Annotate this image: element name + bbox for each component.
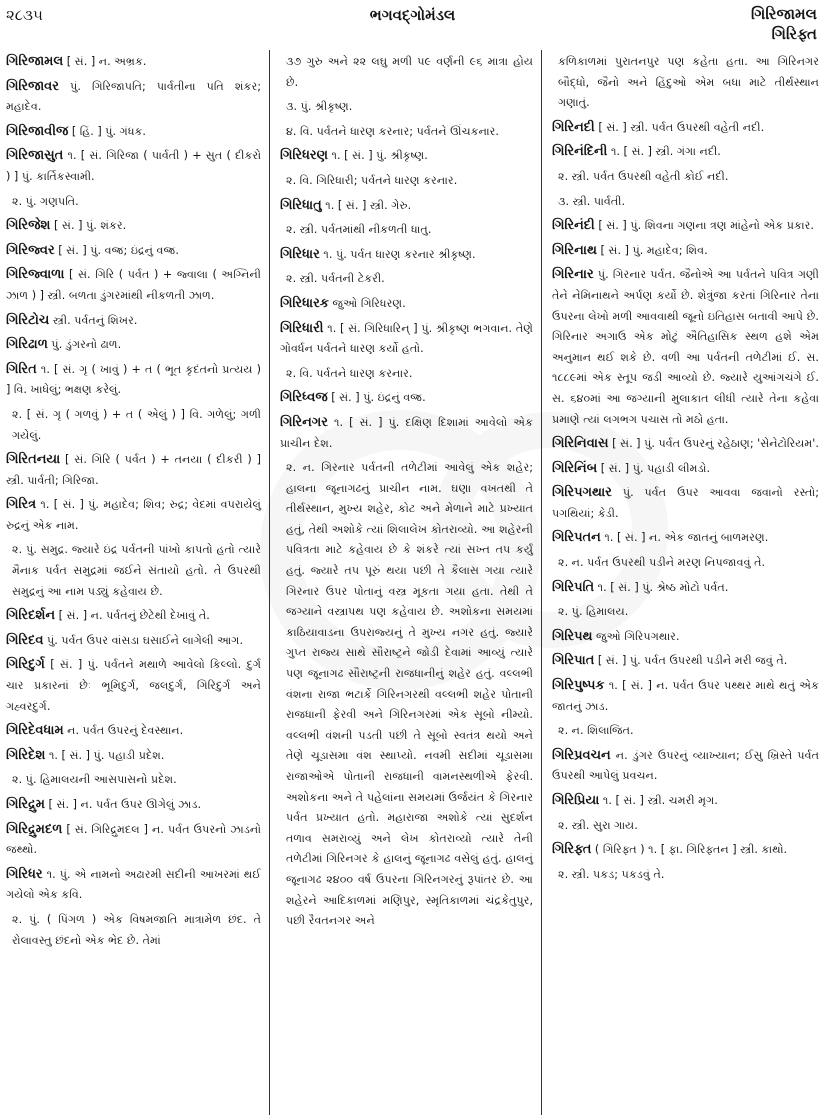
definition-text: ૧. [ સં. ] પું. શ્રીકૃષ્ણ. <box>327 149 428 163</box>
definition-text: ૧. પું. પર્વત ધારણ કરનાર શ્રીકૃષ્ણ. <box>319 247 476 261</box>
dictionary-entry <box>280 319 533 360</box>
headword: ગિરિધાતુ <box>280 197 322 213</box>
dictionary-entry <box>6 746 261 767</box>
dictionary-entry <box>280 196 533 217</box>
dictionary-entry <box>6 77 261 118</box>
headword: ગિરિજ્વાળા <box>6 267 65 283</box>
headword: ગિરિતનયા <box>6 452 61 468</box>
definition-text: [ સં. ] સ્ત્રી. પર્વત ઉપરથી વહેતી નદી. <box>594 120 765 134</box>
headword: ગિરિદર્શન <box>6 608 56 624</box>
dictionary-columns <box>0 50 825 1115</box>
entry-sense <box>552 816 819 837</box>
definition-text: ૧. [ સં. ] સ્ત્રી. ગેરુ. <box>321 198 412 212</box>
dictionary-entry <box>280 245 533 266</box>
definition-text: ૧. [ સં. ] પું. પહાડી પ્રદેશ. <box>45 748 165 762</box>
definition-text: ન. ડુંગર ઉપરનું વ્યાખ્યાન; ઈસુ ખ્રિસ્તે પર્વત ઉપરથી આપેલું પ્રવચન. <box>552 748 819 783</box>
headword: ગિરિનગર <box>280 414 328 430</box>
entry-sense <box>280 97 533 118</box>
definition-text: ૧. [ સં. ] પું. દક્ષિણ દિશામાં આવેલો એક પ્રાચીન દેશ. <box>280 415 533 450</box>
dictionary-entry <box>6 495 261 536</box>
headword: ગિરિપ્રવચન <box>552 747 611 763</box>
headword: ગિરિનિવાસ <box>552 436 609 452</box>
dictionary-entry <box>6 721 261 742</box>
dictionary-entry <box>552 651 819 672</box>
entry-sense <box>552 865 819 886</box>
dictionary-entry <box>552 459 819 480</box>
definition-text: ૧. [ સં. ] સ્ત્રી. ચમરી મૃગ. <box>599 794 718 807</box>
headword: ગિરિધરણ <box>280 148 328 164</box>
entry-sense <box>280 122 533 143</box>
dictionary-entry <box>6 450 261 491</box>
definition-text: પું. ગિરિજાપતિ; પાર્વતીના પતિ શંકર; મહાદેવ. <box>6 79 261 114</box>
entry-sense <box>280 171 533 192</box>
definition-text: ૨. પું. હિમાલયની આસપાસનો પ્રદેશ. <box>12 773 177 787</box>
definition-text: ૨. સ્ત્રી. પર્વતમાંથી નીકળતી ધાતુ. <box>286 223 432 237</box>
definition-text: ૨. પું. ગણપતિ. <box>12 194 79 208</box>
definition-text: ૧. [ સં. ગિરિજા ( પાર્વતી ) + સુત ( દીકરો ) ] પું. કાર્તિકસ્વામી. <box>6 149 261 183</box>
dictionary-entry <box>6 52 261 73</box>
entry-continuation <box>552 52 819 114</box>
definition-text: પું. પર્વત ઉપર આવવા જવાનો રસ્તો; પગથિયાં; કેડી. <box>552 486 819 520</box>
definition-text: [ સં. ] પું. શંકર. <box>50 219 127 233</box>
headword: ગિરિદ્રુમ <box>6 797 45 812</box>
dictionary-entry <box>6 335 261 356</box>
headword: ગિરિપથ <box>552 628 593 644</box>
headword: ગિરિપુષ્પક <box>552 678 605 694</box>
dictionary-entry <box>280 146 533 167</box>
definition-text: [ સં. ] પું. પર્વત ઉપરનું રહેઠાણ; 'સેનેટોરિયમ'. <box>608 437 819 451</box>
headword: ગિરિદુર્ગ <box>6 657 45 673</box>
entry-sense <box>280 364 533 385</box>
dictionary-entry <box>552 791 819 812</box>
column-1 <box>0 50 270 1115</box>
definition-text: જુઓ ગિરિપગથાર. <box>592 629 680 643</box>
definition-text: ૨. ન. ગિરનાર પર્વતની તળેટીમાં આવેલું એક શહેર; હાલના જૂનાગઢનું પ્રાચીન નામ. ઘણા વખતથી તે તીર્થસ્થાન, મુખ્ય શહેર, કોટ અને મેળાને માટે પ્રખ્યાત હતું, તેથી અશોકે ત્યાં શિલાલેખ કોતરાવ્યો. આ શહેરની પવિત્રતા માટે કહેવાય છે કે શંકરે ત્યાં સખ્ત તપ કર્યું હતું. જ્યારે તપ પૂરું થયા પછી તે કૈલાસ ગયા ત્યારે ગિરનાર ઉપર પોતાનું વસ્ત્ર મૂકતા ગયા હતા. તેથી તે જગ્યાને વસ્ત્રાપથ પણ કહેવાય છે. અશોકના સમયમાં કાઠિયાવાડના ઉપરાજ્યનું તે મુખ્ય નગર હતું. જ્યારે ગુપ્ત રાજ્ય સાથે સૌરાષ્ટ્રને જોડી દેવામાં આવ્યું ત્યારે પણ જૂનાગઢ સૌરાષ્ટ્રની રાજધાનીનું શહેર હતું. વલ્લભી વંશના રાજા ભટાર્કે ગિરિનગરથી વલ્લભી શહેર પોતાની રાજધાની ફેરવી અને ગિરિનગરમાં એક સૂબો નીમ્યો. વલ્લભી વંશની પડતી પછી તે સૂબો સ્વતંત્ર થયો અને તેણે ચૂડાસમા વંશ સ્થાપ્યો. નવમી સદીમાં ચૂડાસમા રાજાઓએ પોતાની રાજધાની વામનસ્થળીએ ફેરવી. અશોકના અને તે પહેલાંના સમયમાં ઉર્જયંત કે ગિરનાર પર્વત પ્રખ્યાત હતો. મહારાજા અશોકે ત્યાં સુદર્શન તળાવ સમરાવ્યું અને લેખ કોતરાવ્યો ત્યારે તેની તળેટીમાં ગિરિનગર કે હાલનું જૂનાગઢ વસેલું હતું. હાલનું જૂનાગઢ ૨૪૦૦ વર્ષ ઉપરના ગિરિનગરનું રૂપાંતર છે. આ શહેરને આદિકાળમાં મણિપુર, સ્મૃતિકાળમાં ચંદ્રકેતુપુર, પછી રૈવતનગર અને <box>286 461 533 928</box>
headword: ગિરિધર <box>6 866 43 882</box>
dictionary-entry <box>552 142 819 163</box>
headword: ગિરિપાત <box>552 653 595 669</box>
definition-text: [ સં. ગિરિ ( પર્વત ) + જ્વાલા ( અગ્નિની ઝાળ ) ] સ્ત્રી. બળતા ડુંગરમાંથી નીકળતી ઝાળ. <box>6 268 261 302</box>
definition-text: [ સં. ] પું. પહાડી લીમડો. <box>597 461 711 475</box>
definition-text: [ સં. ગિરિ ( પર્વત ) + તનયા ( દીકરી ) ] સ્ત્રી. પાર્વતી; ગિરિજા. <box>6 453 261 487</box>
headword: ગિરિજાસુત <box>6 148 64 164</box>
guide-word-first: ગિરિજામલ <box>751 5 817 23</box>
definition-text: ન. પર્વત ઉપરનું દેવસ્થાન. <box>63 724 184 738</box>
headword: ગિરિધારક <box>280 295 329 311</box>
headword: ગિરિજ્વર <box>6 242 55 258</box>
headword: ગિરિજાવર <box>6 78 59 94</box>
dictionary-entry <box>6 122 261 143</box>
headword: ગિરિજેશ <box>6 218 51 234</box>
definition-text: ૪. વિ. પર્વતને ધારણ કરનાર; પર્વતને ઊંચકનાર. <box>286 124 499 138</box>
definition-text: [ સં. ] પું. પર્વતને મથાળે આવેલો કિલ્લો. દુર્ગ ચાર પ્રકારનાં છેઃ ભૂમિદુર્ગ, જલદુર્ગ, ગિરિદુર્ગ અને ગહ્વરદુર્ગ. <box>6 658 261 713</box>
entry-sense <box>6 405 261 446</box>
headword: ગિરિનંદી <box>552 218 595 234</box>
definition-text: ૨. ન. શિલાજિત. <box>558 724 634 738</box>
entry-sense <box>552 602 819 623</box>
definition-text: ૨. પું. ( પિંગળ ) એક વિષમજાતિ માત્રામેળ છંદ. તે રોલાવસ્તુ છંદનો એક ભેદ છે. તેમાં <box>12 912 261 947</box>
entry-sense <box>552 167 819 188</box>
dictionary-entry <box>552 434 819 455</box>
headword: ગિરિઢાળ <box>6 337 48 353</box>
definition-text: ૨. [ સં. ગૃ ( ગળવું ) + ત ( એલું ) ] વિ. ગળેલું; ગળી ગયેલું. <box>12 407 261 442</box>
definition-text: [ સં. ] પું. ઇંદ્રનું વજ્ર. <box>327 391 426 405</box>
dictionary-entry <box>6 865 261 906</box>
headword: ગિરિદેશ <box>6 747 46 763</box>
headword: ગિરિજામલ <box>6 54 64 69</box>
headword: ગિરિજાવીજ <box>6 123 69 139</box>
guide-word-last: ગિરિફ્ત <box>771 25 817 43</box>
headword: ગિરિફ્ત <box>552 842 592 858</box>
definition-text: [ સં. ] ન. પર્વતનું છેટેથી દેખાવું તે. <box>55 609 210 623</box>
dictionary-entry <box>6 265 261 306</box>
entry-sense <box>6 192 261 213</box>
dictionary-entry <box>6 360 261 401</box>
dictionary-entry <box>552 483 819 524</box>
dictionary-entry <box>552 118 819 139</box>
definition-text: ૧. [ સં. ગૃ ( ખાવું ) + ત ( ભૂત કૃદંતનો પ્રત્યય ) ] વિ. ખાધેલું; ભક્ષણ કરેલું. <box>6 362 261 397</box>
definition-text: ૨. પું. સમુદ્ર. જ્યારે ઇંદ્ર પર્વતની પાંખો કાપતો હતો ત્યારે મૈનાક પર્વત સમુદ્રમાં જઈને સંતાયો હતો. તે ઉપરથી સમુદ્રનું આ નામ પડ્યું કહેવાય છે. <box>12 543 261 598</box>
entry-continuation <box>280 52 533 93</box>
definition-text: ૩૭ ગુરુ અને ૨૨ લઘુ મળી ૫૯ વર્ણની ૯૬ માત્રા હોય છે. <box>286 55 533 89</box>
definition-text: [ સં. ] ન. પર્વત ઉપર ઊગેલું ઝાડ. <box>44 798 202 811</box>
definition-text: ૨. સ્ત્રી. પર્વતની ટેકરી. <box>286 272 385 286</box>
dictionary-entry <box>552 746 819 787</box>
entry-sense <box>280 458 533 932</box>
definition-text: ૧. પું. એ નામનો અઢારમી સદીની આખરમાં થઈ ગયેલો એક કવિ. <box>6 867 261 902</box>
headword: ગિરિપતિ <box>552 579 595 595</box>
dictionary-entry <box>6 795 261 816</box>
definition-text: ૩. સ્ત્રી. પાર્વતી. <box>558 194 626 208</box>
headword: ગિરિત્ર <box>6 497 37 513</box>
definition-text: ૨. વિ. પર્વતને ધારણ કરનાર. <box>286 366 413 380</box>
headword: ગિરિનંદિની <box>552 144 608 160</box>
dictionary-entry <box>6 241 261 262</box>
dictionary-entry <box>6 146 261 187</box>
entry-sense <box>280 269 533 290</box>
headword: ગિરિનાથ <box>552 242 597 258</box>
definition-text: ૨. વિ. ગિરિધારી; પર્વતને ધારણ કરનાર. <box>286 173 458 187</box>
headword: ગિરિપ્રિયા <box>552 793 600 808</box>
definition-text: પું. ડુંગરનો ઢાળ. <box>47 338 122 352</box>
dictionary-entry <box>6 216 261 237</box>
definition-text: જુઓ ગિરિધરણ. <box>328 296 406 310</box>
definition-text: [ સં. ] પું. મહાદેવ; શિવ. <box>596 243 708 257</box>
entry-sense <box>6 910 261 951</box>
dictionary-entry <box>552 528 819 549</box>
definition-text: ૧. [ સં. ] ન. પર્વત ઉપર પથ્થર માથે થતું એક જાતનું ઝાડ. <box>552 679 819 713</box>
dictionary-entry <box>552 216 819 237</box>
dictionary-entry <box>6 606 261 627</box>
definition-text: ૨. સ્ત્રી. પકડ; પકડવું તે. <box>558 867 665 881</box>
dictionary-entry <box>6 311 261 332</box>
entry-sense <box>552 721 819 742</box>
dictionary-entry <box>280 413 533 454</box>
headword: ગિરિદ્રુમદળ <box>6 821 63 837</box>
dictionary-entry <box>6 655 261 717</box>
definition-text: [ સં. ] પું. વજ્ર; ઇંદ્રનું વજ્ર. <box>54 243 179 257</box>
definition-text: ૧. [ સં. ] પું. શ્રેષ્ઠ મોટો પર્વત. <box>594 580 729 594</box>
column-2 <box>270 50 542 1115</box>
dictionary-entry <box>552 241 819 262</box>
definition-text: ( ગિરિફ્ત ) ૧. [ ફા. ગિરિફ્તન ] સ્ત્રી. કાથો. <box>591 843 788 857</box>
entry-sense <box>6 540 261 602</box>
column-3 <box>542 50 825 1115</box>
entry-sense <box>552 553 819 574</box>
running-title: ભગવદ્ગોમંડલ <box>369 6 456 24</box>
dictionary-entry <box>552 265 819 430</box>
definition-text: ૧. [ સં. ] ન. એક જાતનું બાળમરણ. <box>600 531 769 545</box>
definition-text: ૧. [ સં. ગિરિધારિન્ ] પું. શ્રીકૃષ્ણ ભગવાન. તેણે ગોવર્ધન પર્વતને ધારણ કર્યો હતો. <box>280 321 533 356</box>
dictionary-entry <box>552 578 819 599</box>
dictionary-entry <box>552 840 819 861</box>
headword: ગિરિનદી <box>552 119 595 135</box>
headword: ગિરિધારી <box>280 320 324 336</box>
headword: ગિરિટોચ <box>6 312 50 328</box>
definition-text: પું. ગિરનાર પર્વત. જૈનોએ આ પર્વતને પવિત્ર ગણી તેને નેમિનાથને અર્પણ કર્યો છે. શેત્રુંજા કરતાં ગિરિનાર તેના ઉપરના લેખો મળી આવવાથી જૂનો ઇતિહાસ બતાવી આપે છે. ગિરિનાર અગાઉ એક મોટું ઐતિહાસિક સ્થળ હશે એમ અનુમાન થઈ શકે છે. વળી આ પર્વતની તળેટીમાં ઈ. સ. ૧૮૮૯માં એક સ્તૂપ જડી આવ્યો છે. જ્યારે યુઆંગચંગે ઈ. સ. ૬૪૦માં આ જગ્યાની મુલાકાત લીધી ત્યારે તેના કહેવા પ્રમાણે ત્યાં લગભગ પચાસ તો મઠો હતા. <box>552 268 819 426</box>
entry-sense <box>552 192 819 213</box>
definition-text: [ સં. ] પું. શિવના ગણના ત્રણ માંહેનો એક પ્રકાર. <box>594 219 814 233</box>
headword: ગિરિધ્વજ <box>280 390 328 406</box>
definition-text: સ્ત્રી. પર્વતનું શિખર. <box>49 313 138 327</box>
headword: ગિરિપગથાર <box>552 485 612 501</box>
dictionary-entry <box>6 631 261 652</box>
headword: ગિરિપતન <box>552 530 601 546</box>
dictionary-entry <box>552 627 819 648</box>
headword: ગિરિત <box>6 361 37 377</box>
dictionary-entry <box>6 820 261 861</box>
page-number: ૨૮૩૫ <box>6 6 43 24</box>
dictionary-entry <box>552 676 819 717</box>
definition-text: પું. પર્વત ઉપર વાંસડા ઘસાઈને લાગેલી આગ. <box>43 633 244 647</box>
headword: ગિરિનિંબ <box>552 460 598 476</box>
definition-text: [ હિં. ] પું. ગંધક. <box>68 124 146 138</box>
dictionary-entry <box>280 294 533 315</box>
dictionary-entry <box>280 388 533 409</box>
definition-text: ૨. સ્ત્રી. પર્વત ઉપરથી વહેતી કોઈ નદી. <box>558 169 729 183</box>
definition-text: ૩. પું. શ્રીકૃષ્ણ. <box>286 100 353 114</box>
definition-text: [ સં. ગિરિદ્રુમદલ ] ન. પર્વત ઉપરનો ઝાડનો જથ્થો. <box>6 822 261 857</box>
headword: ગિરિદવ <box>6 632 44 648</box>
definition-text: કળિકાળમાં પુરાતનપુર પણ કહેતા હતા. આ ગિરિનગર બૌદ્ધો, જૈનો અને હિંદુઓ એમ બધા માટે તીર્થસ્થાન ગણાતું. <box>558 55 819 110</box>
headword: ગિરિધાર <box>280 246 320 262</box>
definition-text: ૨. ન. પર્વત ઉપરથી પડીને મરણ નિપજાવવું તે. <box>558 556 766 570</box>
headword: ગિરિદેવધામ <box>6 723 64 739</box>
page-header <box>0 0 825 48</box>
entry-sense <box>280 220 533 241</box>
definition-text: ૧. [ સં. ] પું. મહાદેવ; શિવ; રુદ્ર; વેદમાં વપરાયેલું રુદ્રનું એક નામ. <box>6 498 261 532</box>
guide-words <box>751 4 817 44</box>
definition-text: [ સં. ] ન. અભ્રક. <box>63 55 147 68</box>
entry-sense <box>6 770 261 791</box>
definition-text: ૧. [ સં. ] સ્ત્રી. ગંગા નદી. <box>607 145 721 159</box>
definition-text: [ સં. ] પું. પર્વત ઉપરથી પડીને મરી જવું તે. <box>594 654 788 668</box>
definition-text: ૨. સ્ત્રી. સુરા ગાય. <box>558 818 638 832</box>
definition-text: ૨. પું. હિમાલય. <box>558 605 629 619</box>
headword: ગિરિનાર <box>552 267 594 283</box>
